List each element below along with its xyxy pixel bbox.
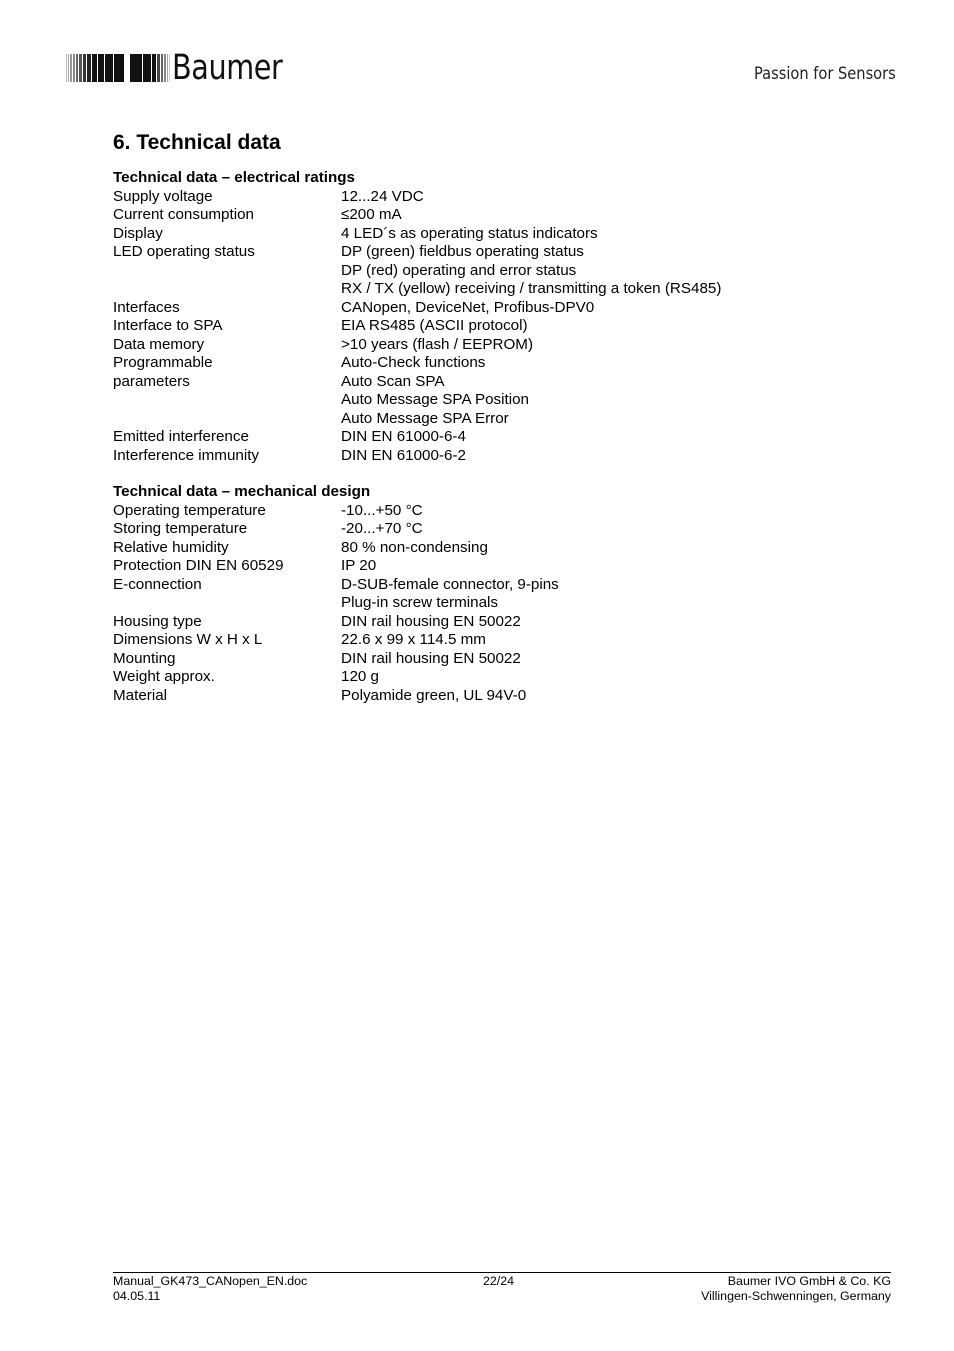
footer-left [113,1274,307,1304]
footer-company: Baumer IVO GmbH & Co. KG [727,1274,891,1288]
spec-row [113,373,833,392]
spec-row [113,631,833,650]
spec-label: E-connection [113,575,202,593]
spec-label: Operating temperature [113,501,266,519]
spec-row [113,280,833,299]
spec-value: Auto Scan SPA [341,372,445,390]
spec-row [113,650,833,669]
spec-row [113,613,833,632]
spec-row [113,206,833,225]
spec-value: DIN rail housing EN 50022 [341,612,521,630]
spec-label: Display [113,224,163,242]
section-title: Technical data – electrical ratings [113,169,355,186]
spec-value: -20...+70 °C [341,520,423,537]
spec-value: DIN EN 61000-6-2 [341,446,466,464]
spec-value: RX / TX (yellow) receiving / transmitting a token (RS485) [341,280,722,297]
spec-label: Housing type [113,612,202,630]
footer-location: Villingen-Schwenningen, Germany [701,1289,891,1303]
spec-label [113,280,341,299]
spec-label: Interference immunity [113,446,260,464]
spec-row [113,687,833,706]
spec-value: DP (green) fieldbus operating status [341,243,584,260]
spec-label: LED operating status [113,243,255,260]
spec-label: Programmable [113,354,213,371]
spec-row [113,391,833,410]
spec-row [113,317,833,336]
spec-row [113,557,833,576]
spec-row [113,539,833,558]
spec-value: DIN rail housing EN 50022 [341,649,521,667]
brand-tagline: Passion for Sensors [754,64,896,84]
spec-row [113,502,833,521]
spec-label: parameters [113,372,190,390]
spec-value: IP 20 [341,557,377,574]
spec-row [113,243,833,262]
spec-value: 22.6 x 99 x 114.5 mm [341,631,486,648]
footer-page-number: 22/24 [483,1274,515,1288]
spec-row [113,428,833,447]
spec-label: Relative humidity [113,538,229,556]
spec-label: Mounting [113,649,176,667]
spec-value: D-SUB-female connector, 9-pins [341,575,559,593]
spec-value: Auto Message SPA Error [341,409,509,427]
spec-label: Interfaces [113,298,180,316]
spec-value: DP (red) operating and error status [341,261,577,279]
spec-row [113,594,833,613]
page-title: 6. Technical data [113,131,281,154]
mechanical-rows [113,502,833,706]
spec-row [113,354,833,373]
spec-row [113,336,833,355]
footer-divider [113,1272,891,1273]
spec-row [113,447,833,466]
spec-label: Weight approx. [113,668,215,685]
spec-label: Storing temperature [113,520,248,537]
spec-value: EIA RS485 (ASCII protocol) [341,317,528,334]
mechanical-design-section [113,483,833,705]
spec-value: CANopen, DeviceNet, Profibus-DPV0 [341,298,595,316]
spec-value: -10...+50 °C [341,501,423,519]
footer-date: 04.05.11 [113,1289,161,1303]
spec-label: Data memory [113,335,205,353]
spec-label: Current consumption [113,206,254,223]
spec-row [113,225,833,244]
spec-row [113,299,833,318]
spec-value: 120 g [341,668,380,685]
spec-label: Protection DIN EN 60529 [113,557,284,574]
spec-value: Plug-in screw terminals [341,594,498,611]
electrical-rows [113,188,833,466]
spec-label: Material [113,686,168,704]
brand-name: Baumer [172,48,283,88]
footer-right [701,1274,891,1304]
spec-label [113,410,341,429]
spec-value: 12...24 VDC [341,187,424,205]
electrical-ratings-section [113,169,833,465]
spec-value: 80 % non-condensing [341,538,488,556]
spec-value: 4 LED´s as operating status indicators [341,224,598,242]
spec-row [113,520,833,539]
spec-label [113,594,341,613]
spec-value: Auto Message SPA Position [341,391,529,408]
spec-row [113,188,833,207]
spec-row [113,668,833,687]
spec-row [113,410,833,429]
spec-value: DIN EN 61000-6-4 [341,428,466,445]
spec-value: Polyamide green, UL 94V-0 [341,686,527,704]
spec-label: Interface to SPA [113,317,223,334]
logo-bars-icon [66,54,171,82]
spec-value: Auto-Check functions [341,354,486,371]
spec-row [113,262,833,281]
spec-label: Supply voltage [113,187,213,205]
spec-label [113,262,341,281]
spec-label: Emitted interference [113,428,249,445]
baumer-logo-mark [66,52,171,84]
section-title: Technical data – mechanical design [113,483,371,500]
spec-value: >10 years (flash / EEPROM) [341,335,534,353]
spec-row [113,576,833,595]
spec-label [113,391,341,410]
spec-label: Dimensions W x H x L [113,631,263,648]
footer-filename: Manual_GK473_CANopen_EN.doc [113,1274,308,1288]
spec-value: ≤200 mA [341,206,402,223]
